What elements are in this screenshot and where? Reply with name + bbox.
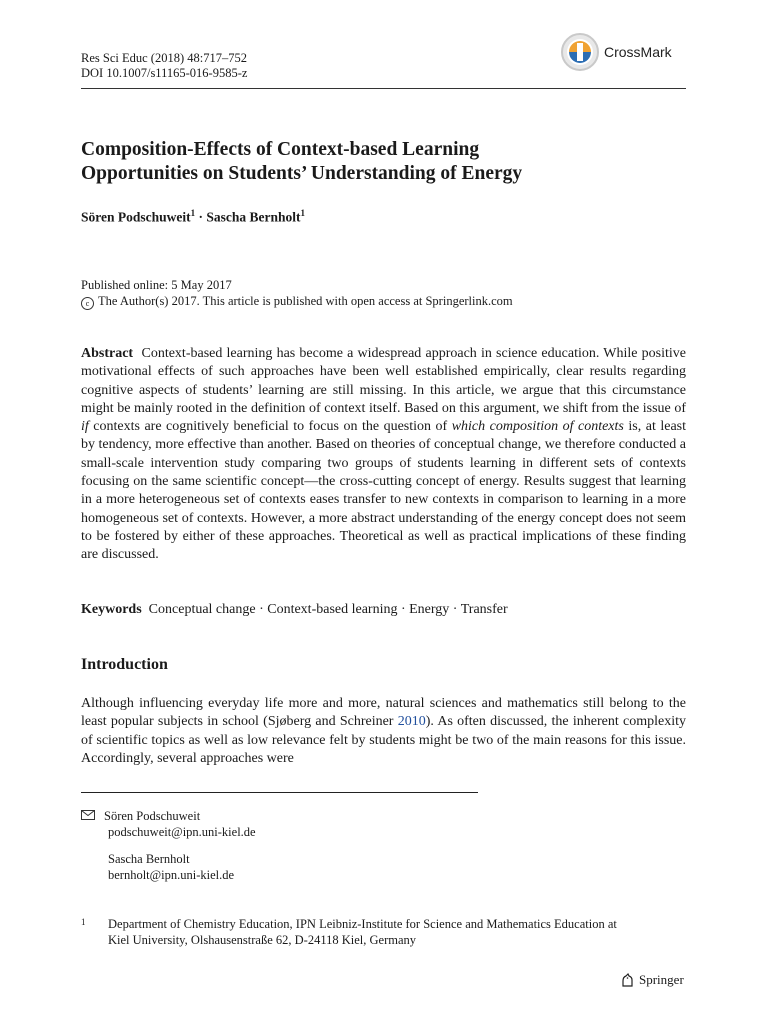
- author-affiliation-ref: 1: [300, 208, 306, 218]
- journal-citation: Res Sci Educ (2018) 48:717–752: [81, 51, 247, 65]
- keywords-list: Conceptual change · Context-based learning · Energy · Transfer: [148, 602, 508, 617]
- intro-text: ). As often discussed, the inherent complexity of scientific topics as well as low relevance felt by students might be two of the main reasons for this issue. Accordingly, several approaches were: [81, 714, 686, 766]
- abstract-emphasis: which composition of contexts: [451, 419, 624, 435]
- author-name[interactable]: Sören Podschuweit: [81, 209, 191, 225]
- affiliation-number: 1: [81, 917, 86, 927]
- corresponding-author-1: [81, 808, 256, 824]
- email-link[interactable]: podschuweit@ipn.uni-kiel.de: [108, 825, 256, 839]
- author-separator: ·: [195, 209, 207, 225]
- corresponding-authors: [81, 808, 256, 883]
- abstract: [81, 345, 686, 565]
- keywords: [81, 602, 508, 618]
- affiliation-line: Kiel University, Olshausenstraße 62, D-24118 Kiel, Germany: [108, 933, 417, 947]
- title-line-1: Composition-Effects of Context-based Learning: [81, 139, 480, 160]
- crossmark-badge[interactable]: [560, 32, 672, 72]
- abstract-emphasis: if: [81, 419, 89, 435]
- crossmark-icon: [560, 32, 600, 72]
- published-date: Published online: 5 May 2017: [81, 278, 232, 292]
- doi-link[interactable]: DOI 10.1007/s11165-016-9585-z: [81, 66, 248, 80]
- title-line-2: Opportunities on Students’ Understanding of Energy: [81, 163, 523, 184]
- header-rule: [81, 88, 686, 89]
- envelope-icon: [81, 810, 95, 820]
- abstract-label: Abstract: [81, 346, 134, 361]
- crossmark-label: CrossMark: [604, 44, 672, 60]
- author-name[interactable]: Sascha Bernholt: [206, 209, 301, 225]
- intro-text: Although influencing everyday life more and more, natural sciences and mathematics still belong to the least popular subjects in school (Sjøberg and Schreiner: [81, 696, 686, 730]
- affiliation-text: [108, 916, 688, 948]
- springer-horse-icon: [620, 972, 636, 988]
- section-heading: Introduction: [81, 656, 168, 673]
- author-name: Sören Podschuweit: [104, 809, 201, 823]
- author-list: [81, 208, 305, 226]
- publisher-logo: [620, 972, 684, 988]
- author-name: Sascha Bernholt: [108, 852, 190, 866]
- abstract-text: Context-based learning has become a widespread approach in science education. While positive motivational effects of such approaches have been well established empirically, clear results regarding cognitive aspects of students’ learning are still missing. In this article, we argue that this circumstance might be mainly rooted in the definition of context itself. Based on this argument, we shift from the issue of: [81, 346, 686, 416]
- publisher-name: Springer: [639, 972, 684, 987]
- copyright-text: The Author(s) 2017. This article is published with open access at Springerlink.com: [98, 294, 513, 308]
- affiliation-line: Department of Chemistry Education, IPN Leibniz-Institute for Science and Mathematics Education at: [108, 917, 617, 931]
- publication-info: [81, 277, 513, 310]
- copyright-icon: c: [81, 297, 94, 310]
- abstract-text: contexts are cognitively beneficial to focus on the question of: [88, 419, 452, 435]
- affiliation: [81, 916, 688, 948]
- footnote-rule: [81, 792, 478, 793]
- citation-link[interactable]: 2010: [397, 714, 426, 730]
- keywords-label: Keywords: [81, 602, 142, 617]
- copyright-line: [81, 293, 513, 310]
- article-title: [81, 138, 691, 186]
- author-affiliation-ref: 1: [190, 208, 196, 218]
- introduction-text: [81, 695, 686, 768]
- abstract-text: is, at least by tendency, more effective than another. Based on theories of conceptual change, we therefore conducted a small-scale intervention study comparing two groups of students learning in different sets of contexts focusing on the same scientific concept—the cross-cutting concept of energy. Results suggest that learning in a more heterogeneous set of contexts eases transfer to new contexts in comparison to learning in a more homogeneous set of contexts. However, a more abstract understanding of the energy concept does not seem to be fostered by either of these approaches. Theoretical as well as practical implications of these finding are discussed.: [81, 419, 686, 563]
- email-link[interactable]: bernholt@ipn.uni-kiel.de: [108, 868, 235, 882]
